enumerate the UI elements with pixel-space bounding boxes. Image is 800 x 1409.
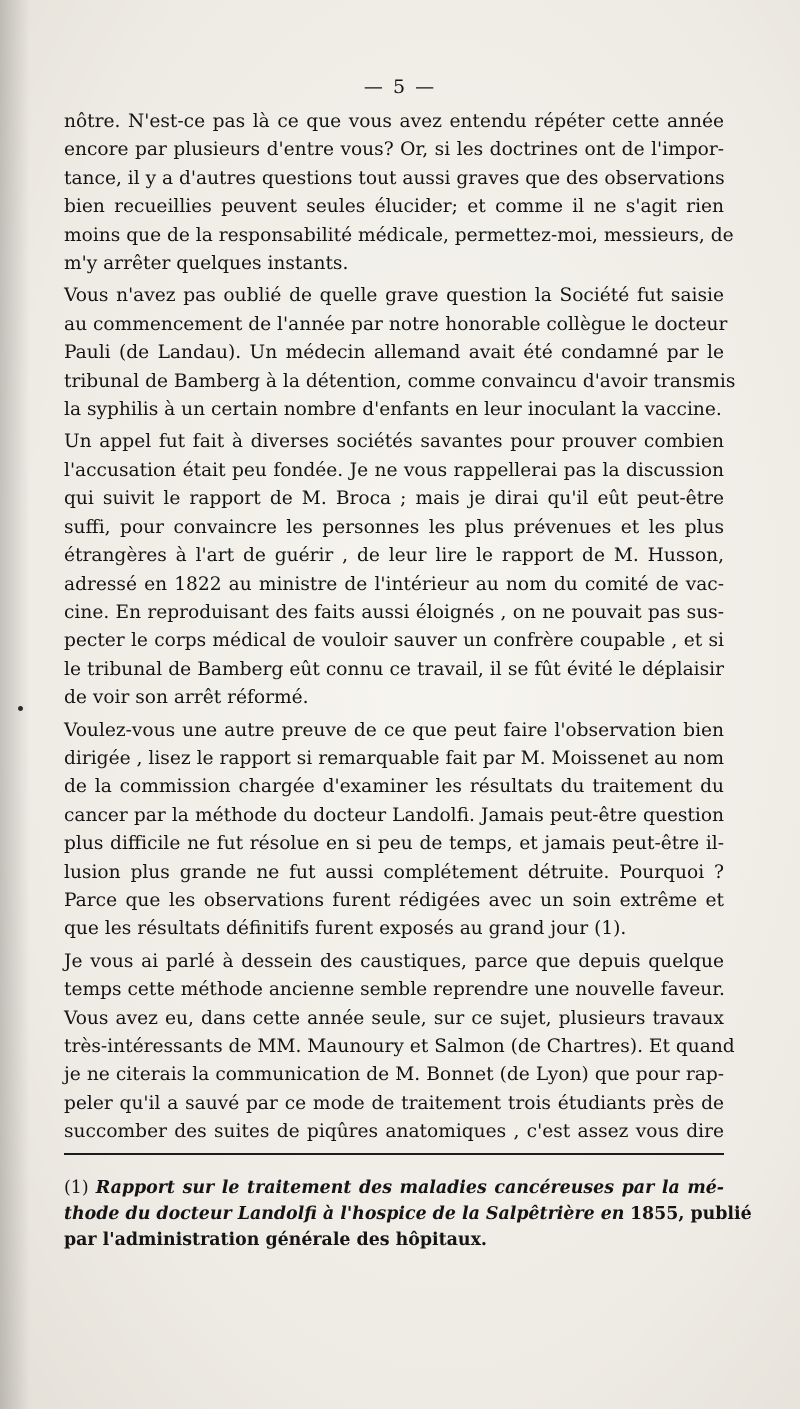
ink-speck <box>18 706 23 711</box>
paragraph-3 <box>64 428 724 712</box>
text-line: Pauli (de Landau). Un médecin allemand avait été condamné par le <box>64 342 724 364</box>
footnote-line-2 <box>64 1201 752 1227</box>
text-line: encore par plusieurs d'entre vous? Or, si les doctrines ont de l'impor- <box>64 139 724 161</box>
paragraph-2 <box>64 282 736 424</box>
page-number: — 5 — <box>363 76 437 98</box>
footnote-title-part-2: thode du docteur Landolfi à l'hospice de la Salpêtrière en <box>64 1204 625 1224</box>
text-line: pecter le corps médical de vouloir sauver un confrère coupable , et si <box>64 630 724 652</box>
paragraph-5 <box>64 948 735 1147</box>
footnote-line-1 <box>64 1175 724 1201</box>
text-line: au commencement de l'année par notre honorable collègue le docteur <box>64 313 728 335</box>
text-line: Vous n'avez pas oublié de quelle grave question la Société fut saisie <box>64 285 724 307</box>
text-line: Voulez-vous une autre preuve de ce que peut faire l'observation bien <box>64 719 724 741</box>
footnote-year: 1855, publié <box>629 1204 752 1224</box>
paragraph-4 <box>64 717 724 944</box>
text-line: étrangères à l'art de guérir , de leur lire le rapport de M. Husson, <box>64 545 724 567</box>
text-line: bien recueillies peuvent seules élucider; et comme il ne s'agit rien <box>64 196 724 218</box>
text-line: Parce que les observations furent rédigées avec un soin extrême et <box>64 889 724 911</box>
text-line: Un appel fut fait à diverses sociétés savantes pour prouver combien <box>64 431 724 453</box>
text-line: plus difficile ne fut résolue en si peu de temps, et jamais peut-être il- <box>64 833 724 855</box>
text-line: cancer par la méthode du docteur Landolfi. Jamais peut-être question <box>64 804 724 826</box>
text-line: la syphilis à un certain nombre d'enfants en leur inoculant la vaccine. <box>64 399 722 421</box>
footnote <box>64 1175 752 1253</box>
text-line: tribunal de Bamberg à la détention, comme convaincu d'avoir transmis <box>64 370 736 392</box>
text-line: suffi, pour convaincre les personnes les plus prévenues et les plus <box>64 516 724 538</box>
text-line: m'y arrêter quelques instants. <box>64 253 349 275</box>
text-line: Je vous ai parlé à dessein des caustiques, parce que depuis quelque <box>64 950 724 972</box>
text-line: succomber des suites de piqûres anatomiques , c'est assez vous dire <box>64 1121 724 1143</box>
text-line: le tribunal de Bamberg eût connu ce travail, il se fût évité le déplaisir <box>64 658 724 680</box>
text-line: temps cette méthode ancienne semble reprendre une nouvelle faveur. <box>64 979 725 1001</box>
text-line: qui suivit le rapport de M. Broca ; mais je dirai qu'il eût peut-être <box>64 488 724 510</box>
text-line: peler qu'il a sauvé par ce mode de traitement trois étudiants près de <box>64 1092 724 1114</box>
text-line: que les résultats définitifs furent exposés au grand jour (1). <box>64 918 627 940</box>
text-line: de voir son arrêt réformé. <box>64 687 309 709</box>
footnote-title-part-1: Rapport sur le traitement des maladies cancéreuses par la mé- <box>95 1178 725 1198</box>
body-text <box>64 108 736 1147</box>
footnote-divider <box>64 1153 724 1155</box>
text-line: Vous avez eu, dans cette année seule, sur ce sujet, plusieurs travaux <box>64 1007 724 1029</box>
footnote-marker: (1) <box>64 1178 89 1198</box>
text-line: cine. En reproduisant des faits aussi éloignés , on ne pouvait pas sus- <box>64 601 724 623</box>
text-line: l'accusation était peu fondée. Je ne vous rappellerai pas la discussion <box>64 459 724 481</box>
text-line: nôtre. N'est-ce pas là ce que vous avez entendu répéter cette année <box>64 111 724 132</box>
footnote-line-3: par l'administration générale des hôpitaux. <box>64 1230 487 1250</box>
text-line: je ne citerais la communication de M. Bonnet (de Lyon) que pour rap- <box>64 1064 724 1086</box>
text-line: très-intéressants de MM. Maunoury et Salmon (de Chartres). Et quand <box>64 1036 735 1057</box>
text-line: de la commission chargée d'examiner les résultats du traitement du <box>64 776 724 798</box>
text-line: moins que de la responsabilité médicale, permettez-moi, messieurs, de <box>64 224 734 246</box>
text-line: tance, il y a d'autres questions tout aussi graves que des observations <box>64 167 725 189</box>
text-line: adressé en 1822 au ministre de l'intérieur au nom du comité de vac- <box>64 573 724 595</box>
paragraph-1 <box>64 108 734 278</box>
text-line: lusion plus grande ne fut aussi complétement détruite. Pourquoi ? <box>64 861 724 883</box>
text-line: dirigée , lisez le rapport si remarquable fait par M. Moissenet au nom <box>64 747 724 769</box>
page-edge-shadow <box>0 0 30 1409</box>
